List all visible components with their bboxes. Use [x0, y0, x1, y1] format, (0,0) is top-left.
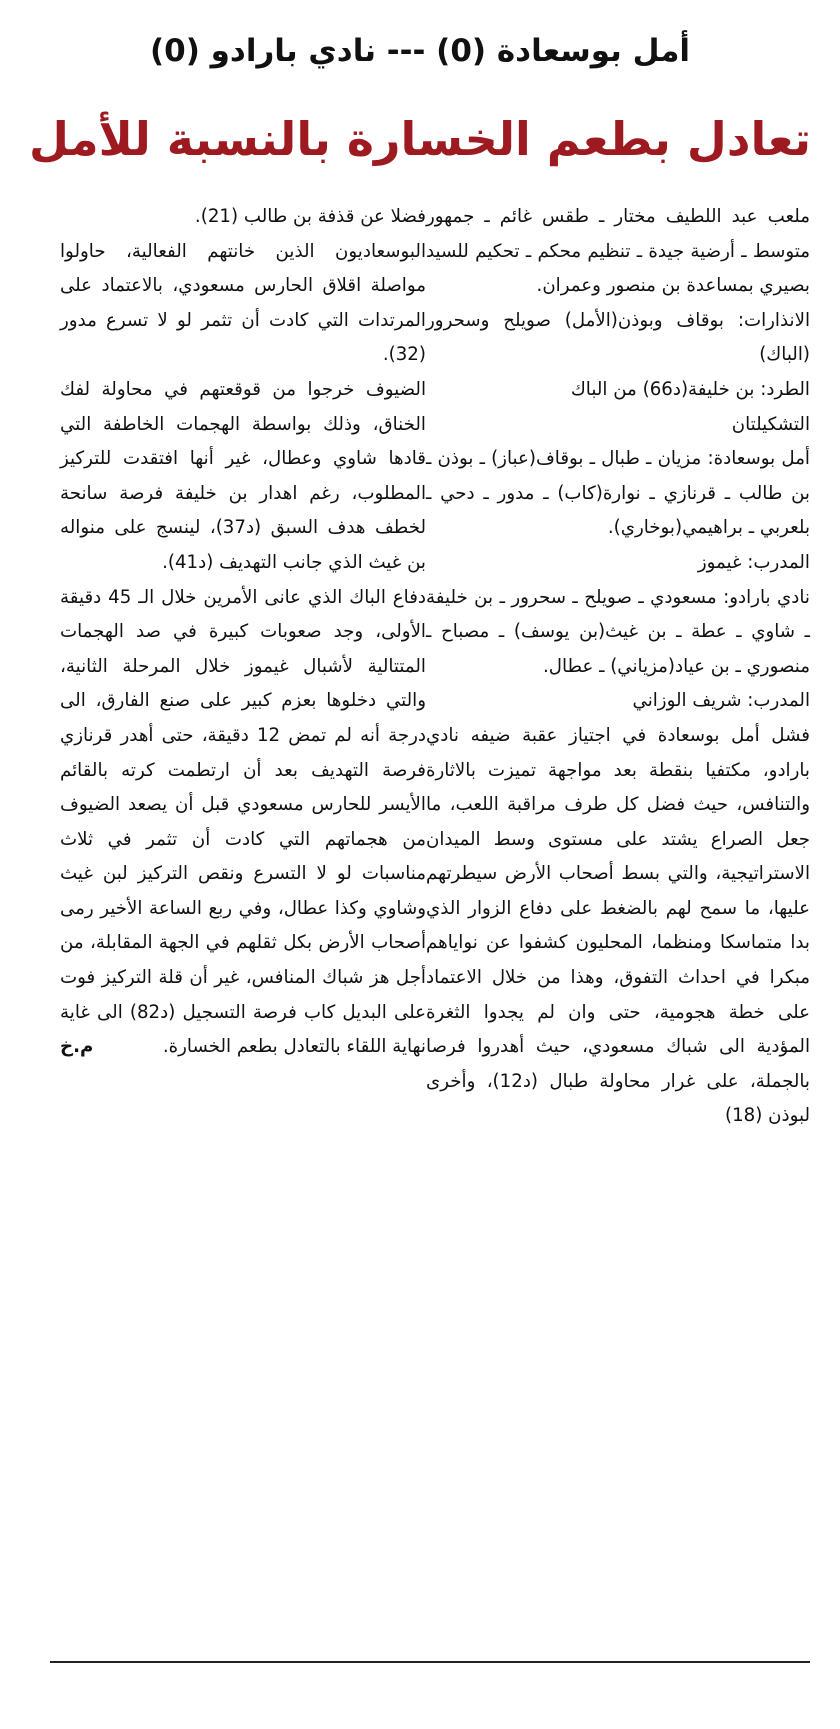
match-report-paragraph: فشل أمل بوسعادة في اجتياز عقبة ضيفه نادي بارادو، مكتفيا بنقطة بعد مواجهة تميزت بالاثارة والتنافس، حيث فضل كل طرف مراقبة اللعب، ما جعل الصراع يشتد على مستوى وسط الميدان الاستراتيجية، والتي بسط أصحاب الأرض سيطرتهم عليها، ما سمح لهم بالضغط على دفاع الزوار الذي بدا متماسكا ومنظما، المحليون كشفوا عن نواياهم مبكرا في احداث التفوق، وهذا من خلال الاعتماد على خطة هجومية، حتى وان لم يجدوا الثغرة المؤدية الى شباك مسعودي، حيث أهدروا فرصا بالجملة، على غرار محاولة طبال (د12)، وأخرى لبوذن (18): [426, 724, 810, 1127]
report-continuation-paragraph: فضلا عن قذفة بن طالب (21).: [194, 206, 426, 227]
home-coach-paragraph: المدرب: غيموز: [697, 551, 810, 573]
away-lineup-paragraph: نادي بارادو: مسعودي ـ صويلح ـ سحرور ـ بن خليفة ـ شاوي ـ عطة ـ بن غيث(بن يوسف) ـ مصباح ـ منصوري ـ بن عياد(مزياني) ـ عطال.: [426, 586, 810, 677]
match-details-paragraph: ملعب عبد اللطيف مختار ـ طقس غائم ـ جمهور متوسط ـ أرضية جيدة ـ تنظيم محكم ـ تحكيم للسيد بصيري بمساعدة بن منصور وعمران.: [426, 206, 810, 297]
article-headline: تعادل بطعم الخسارة بالنسبة للأمل: [29, 112, 811, 166]
warnings-paragraph: الانذارات: بوقاف وبوذن(الأمل) صويلح وسحرور (الباك): [426, 309, 810, 366]
bottom-divider: [50, 1661, 810, 1663]
expulsion-paragraph: الطرد: بن خليفة(د66) من الباك: [570, 378, 810, 400]
report-paragraph-first-half: البوسعاديون الذين خانتهم الفعالية، حاولوا مواصلة اقلاق الحارس مسعودي، بالاعتماد على المرتدات التي كادت أن تثمر لو لا تسرع مدور (32).: [60, 240, 426, 366]
report-paragraph-second-half: [60, 581, 426, 1065]
author-signature: م.خ: [60, 1036, 94, 1058]
home-lineup-paragraph: أمل بوسعادة: مزيان ـ طبال ـ بوقاف(عباز) ـ بوذن ـ بن طالب ـ قرنازي ـ نوارة(كاب) ـ مدور ـ دحي ـ بلعربي ـ براهيمي(بوخاري).: [426, 448, 810, 539]
away-coach-paragraph: المدرب: شريف الوزاني: [632, 690, 810, 712]
lineups-heading: التشكيلتان: [731, 413, 810, 435]
article-column-right: [426, 200, 810, 1134]
report-paragraph-visitors: الضيوف خرجوا من قوقعتهم في محاولة لفك الخناق، وذلك بواسطة الهجمات الخاطفة التي قادها شاوي وعطال، غير أنها افتقدت للتركيز المطلوب، رغم اهدار بن خليفة فرصة سانحة لخطف هدف السبق (د37)، لينسج على منواله بن غيث الذي جانب التهديف (د41).: [60, 378, 426, 573]
report-paragraph-second-half-text: دفاع الباك الذي عانى الأمرين خلال الـ 45 دقيقة الأولى، وجد صعوبات كبيرة في صد الهجمات المتتالية لأشبال غيموز خلال المرحلة الثانية، والتي دخلوها بعزم كبير على صنع الفارق، الى درجة أنه لم تمض 12 دقيقة، حتى أهدر قرنازي فرصة التهديف بعد أن ارتطمت كرته بالقائم الأيسر للحارس مسعودي قبل أن يصعد الضيوف من هجماتهم التي كادت أن تثمر في ثلاث مناسبات لو لا التسرع ونقص التركيز لبن غيث وشاوي وكذا عطال، وفي ربع الساعة الأخير رمى أصحاب الأرض بكل ثقلهم في الجهة المقابلة، من أجل هز شباك المنافس، غير أن قلة التركيز فوت على البديل كاب فرصة التسجيل (د82) الى غاية نهاية اللقاء بالتعادل بطعم الخسارة.: [60, 586, 426, 1058]
article-column-left: [60, 200, 426, 1065]
match-score-line: أمل بوسعادة (0) --- نادي بارادو (0): [149, 33, 691, 69]
